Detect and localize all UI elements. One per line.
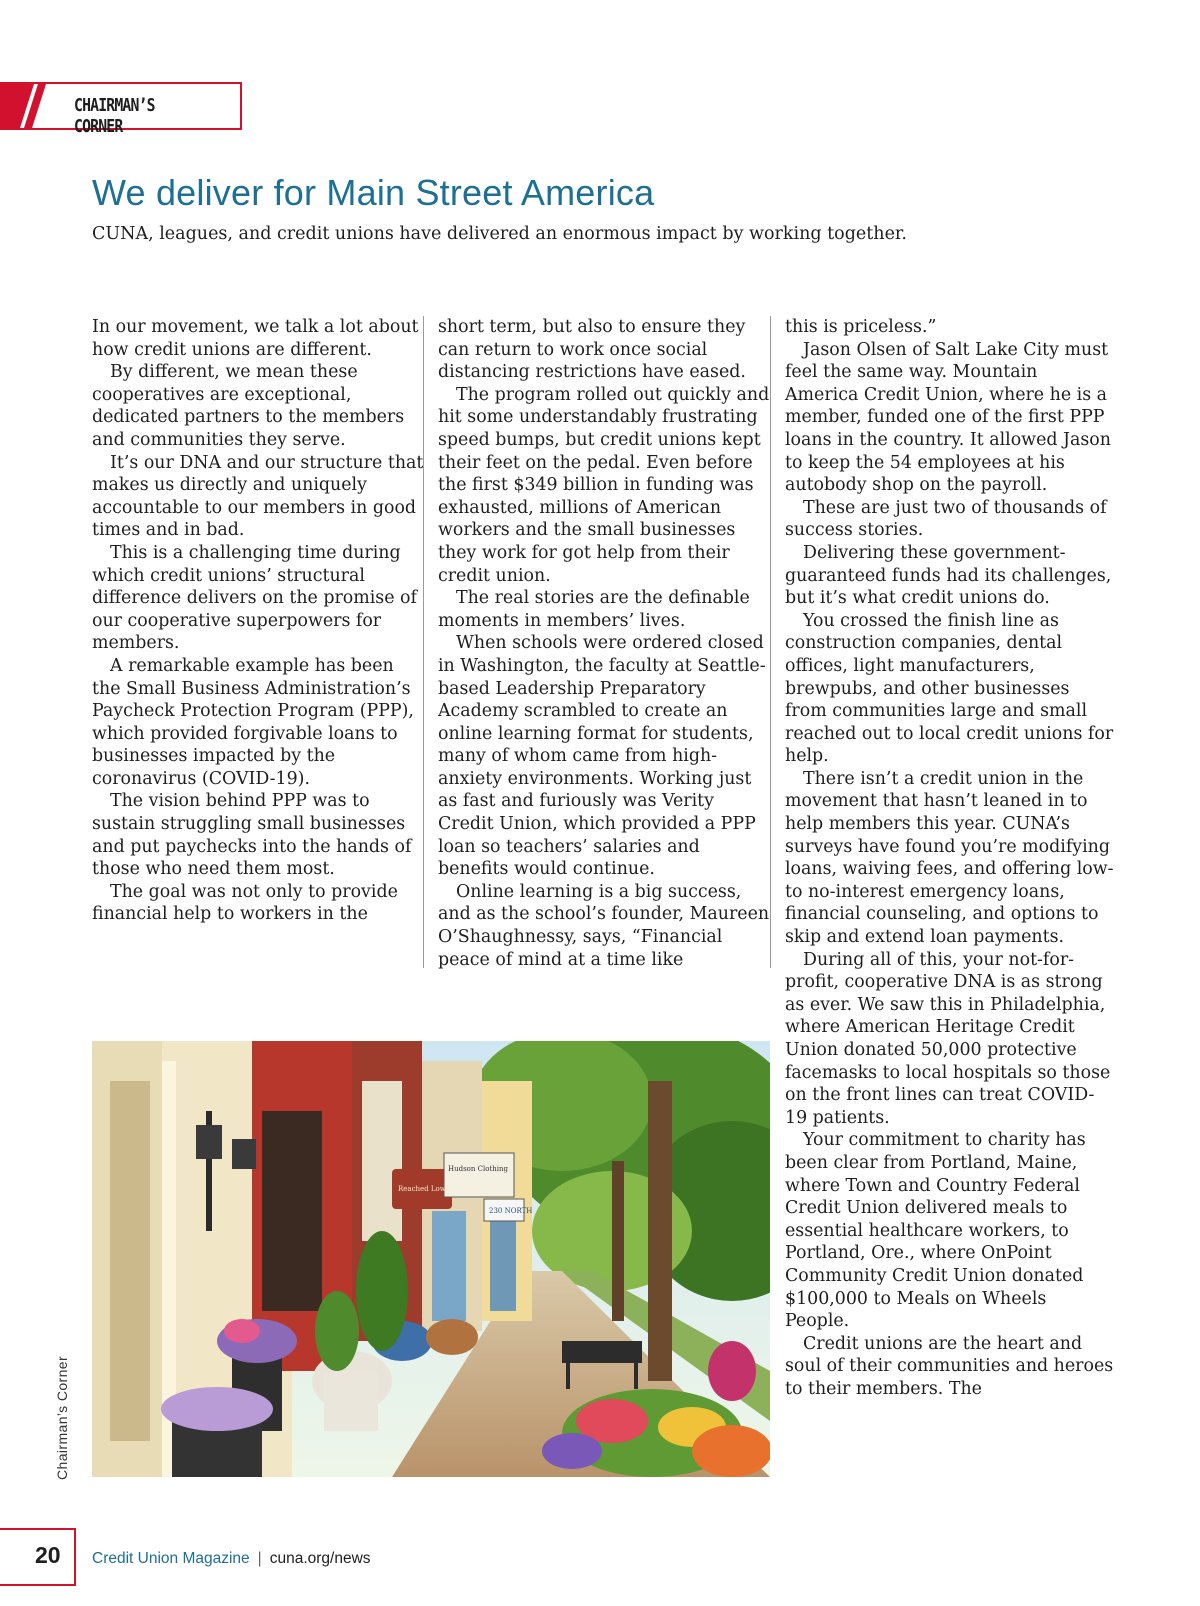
- paragraph: This is a challenging time during which credit unions’ structural difference delivers on the promise of our cooperative superpowers for members.: [92, 542, 417, 654]
- paragraph: A remarkable example has been the Small Business Administration’s Paycheck Protection Program (PPP), which provided forgivable loans to businesses impacted by the coronavirus (COVID-19).: [92, 655, 414, 789]
- article-deck: CUNA, leagues, and credit unions have delivered an enormous impact by working together.: [92, 224, 907, 244]
- shop-sign-text: Hudson Clothing: [448, 1165, 508, 1173]
- paragraph: You crossed the finish line as construction companies, dental offices, light manufacturers, brewpubs, and other businesses from communities large and small reached out to local credit unions for help.: [785, 610, 1114, 767]
- paragraph: The program rolled out quickly and hit some understandably frustrating speed bumps, but credit unions kept their feet on the pedal. Even before the first $349 billion in funding was exhausted, millions of American workers and the small businesses they work for got help from their credit union.: [438, 384, 770, 586]
- paragraph: There isn’t a credit union in the movement that hasn’t leaned in to help members this year. CUNA’s surveys have found you’re modifying loans, waiving fees, and offering low- to no-interest emergency loans, financial counseling, and options to skip and extend loan payments.: [785, 768, 1114, 948]
- body-column-3: [785, 316, 1115, 1401]
- paragraph: By different, we mean these cooperatives are exceptional, dedicated partners to the members and communities they serve.: [92, 362, 405, 450]
- paragraph: The goal was not only to provide financial help to workers in the: [92, 881, 398, 925]
- footer-url[interactable]: cuna.org/news: [269, 1550, 371, 1567]
- tag-stripe-graphic: [0, 84, 50, 128]
- body-column-2: [438, 316, 770, 971]
- body-column-1: [92, 316, 424, 926]
- column-rule: [423, 316, 424, 968]
- paragraph: The real stories are the definable moments in members’ lives.: [438, 588, 750, 631]
- paragraph: Your commitment to charity has been clear from Portland, Maine, where Town and Country Federal Credit Union delivered meals to essential healthcare workers, to Portland, Ore., where OnPoint Community Credit Union donated $100,000 to Meals on Wheels People.: [785, 1130, 1086, 1332]
- paragraph: Delivering these government-guaranteed funds had its challenges, but it’s what credit unions do.: [785, 542, 1112, 609]
- paragraph: During all of this, your not-for-profit, cooperative DNA is as strong as ever. We saw this in Philadelphia, where American Heritage Credit Union donated 50,000 protective facemasks to local hospitals so those on the front lines can treat COVID-19 patients.: [785, 949, 1111, 1128]
- paragraph: short term, but also to ensure they can return to work once social distancing restrictions have eased.: [438, 317, 746, 383]
- paragraph: When schools were ordered closed in Washington, the faculty at Seattle-based Leadership Preparatory Academy scrambled to create an online learning format for students, many of whom came from high-anxiety environments. Working just as fast and furiously was Verity Credit Union, which provided a PPP loan so teachers’ salaries and benefits would continue.: [438, 633, 766, 880]
- paragraph: Credit unions are the heart and soul of their communities and heroes to their members. The: [785, 1333, 1114, 1399]
- section-tag-label: CHAIRMAN’S CORNER: [74, 95, 155, 137]
- page-number: 20: [35, 1542, 61, 1568]
- page-number-box: [0, 1528, 76, 1586]
- footer-magazine-name: Credit Union Magazine: [92, 1550, 250, 1567]
- paragraph: These are just two of thousands of success stories.: [785, 497, 1107, 541]
- paragraph: In our movement, we talk a lot about how credit unions are different.: [92, 317, 419, 360]
- article-headline: We deliver for Main Street America: [92, 172, 655, 213]
- footer-separator: |: [257, 1550, 262, 1567]
- footer: [92, 1550, 371, 1568]
- paragraph: Jason Olsen of Salt Lake City must feel the same way. Mountain America Credit Union, where he is a member, funded one of the first PPP loans in the country. It allowed Jason to keep the 54 employees at his autobody shop on the payroll.: [785, 339, 1111, 496]
- section-tag: [0, 82, 242, 137]
- paragraph: Online learning is a big success, and as the school’s founder, Maureen O’Shaughnessy, says, “Financial peace of mind at a time like: [438, 881, 770, 970]
- column-rule: [770, 316, 771, 968]
- address-sign-text: 230 NORTH: [489, 1207, 533, 1215]
- paragraph: this is priceless.”: [785, 317, 937, 337]
- paragraph: The vision behind PPP was to sustain struggling small businesses and put paychecks into the hands of those who need them most.: [92, 791, 412, 880]
- paragraph: It’s our DNA and our structure that makes us directly and uniquely accountable to our members in good times and in bad.: [92, 452, 424, 541]
- main-street-illustration: [92, 1041, 770, 1477]
- main-street-photo: [92, 1041, 770, 1477]
- side-section-label: Chairman’s Corner: [54, 1355, 70, 1480]
- book-sign-text: Reached Lowl: [398, 1185, 448, 1193]
